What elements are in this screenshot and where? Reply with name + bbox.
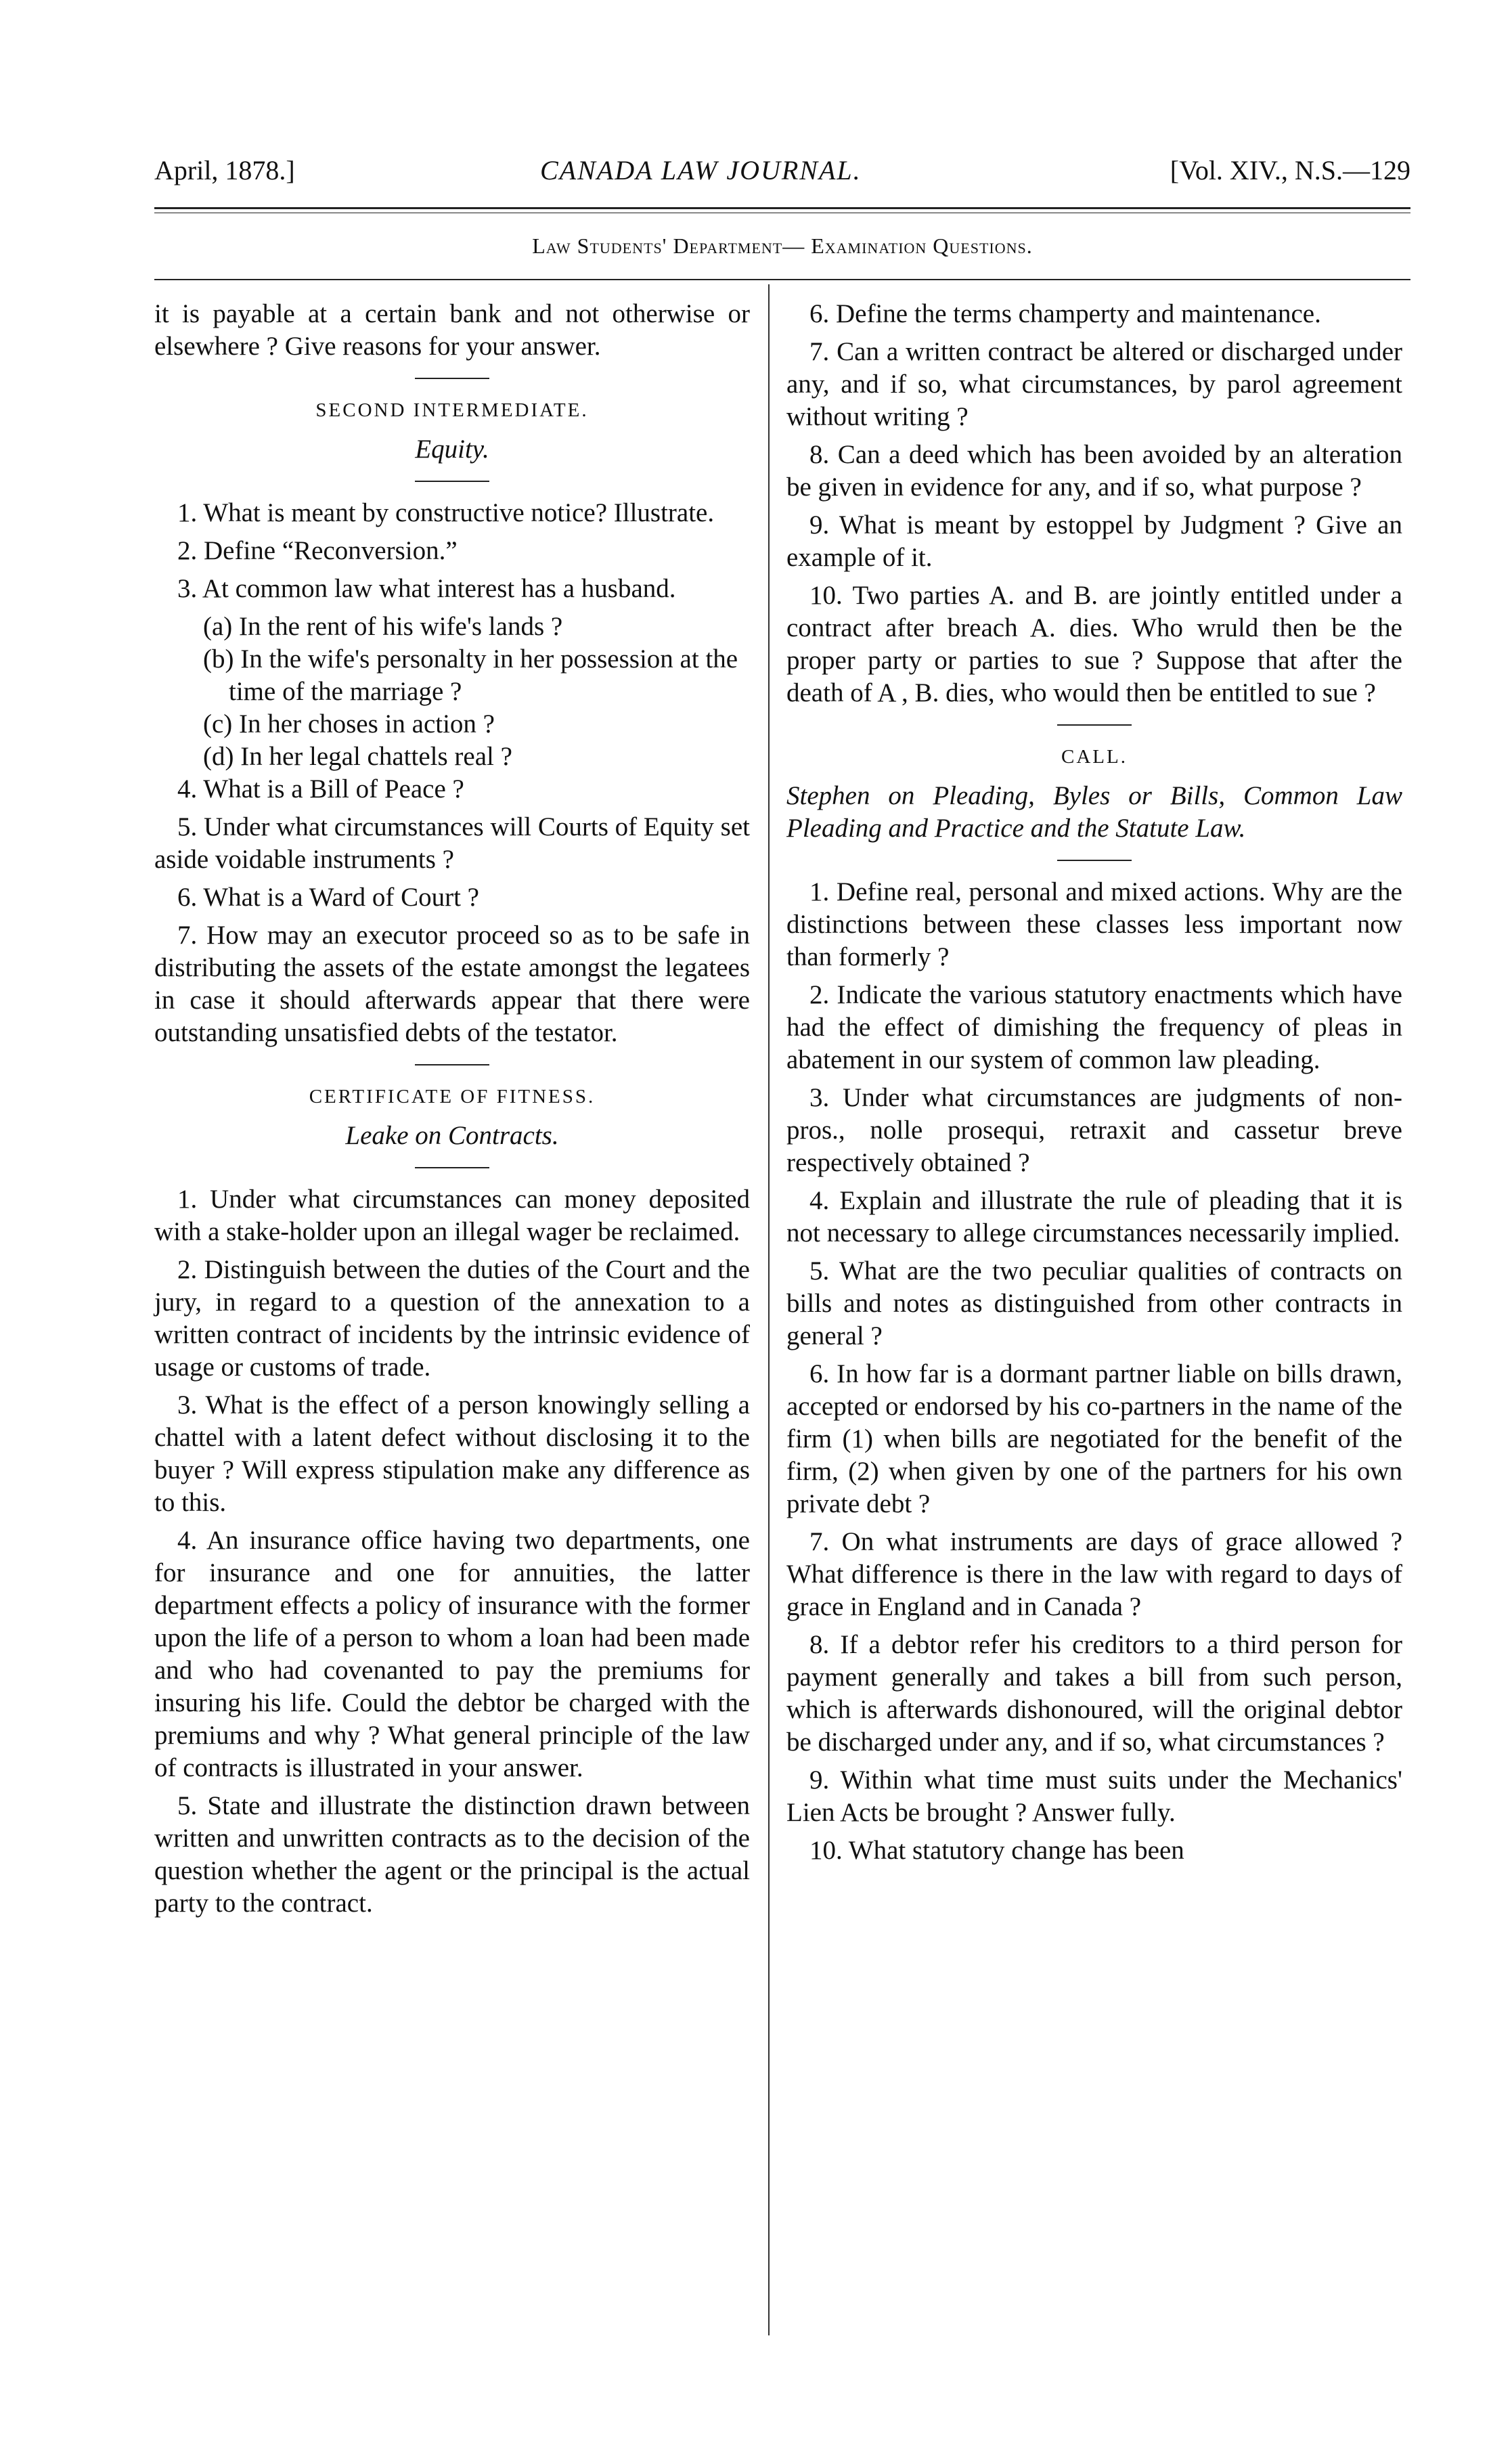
continued-question: it is payable at a certain bank and not otherwise or elsewhere ? Give reasons for your answer. [154, 299, 750, 361]
question: 3. Under what circumstances are judgments of non-pros., nolle prosequi, retraxit and cassetur breve respectively obtained ? [786, 1083, 1402, 1177]
section-heading-second-intermediate: SECOND INTERMEDIATE. [315, 399, 589, 421]
question: 2. Indicate the various statutory enactments which have had the effect of dimishing the frequency of pleas in abatement in our system of common law pleading. [786, 980, 1402, 1074]
question: 6. What is a Ward of Court ? [177, 883, 479, 912]
sub-question: (b) In the wife's personalty in her possession at the time of the marriage ? [203, 644, 738, 706]
question: 10. Two parties A. and B. are jointly entitled under a contract after breach A. dies. Who wruld then be the proper party or parties to sue ? Suppose that after the death of A , B. dies, who would then be entitled to sue ? [786, 581, 1402, 707]
question: 1. Define real, personal and mixed actions. Why are the distinctions between these classes less important now than formerly ? [786, 877, 1402, 971]
question: 7. On what instruments are days of grace allowed ? What difference is there in the law with regard to days of grace in England and in Canada ? [786, 1527, 1402, 1621]
question: 7. How may an executor proceed so as to be safe in distributing the assets of the estate amongst the legatees in case it should afterwards appear that there were outstanding unsatisfied debts of the testator. [154, 921, 750, 1047]
question: 5. State and illustrate the distinction drawn between written and unwritten contracts as to the decision of the question whether the agent or the principal is the actual party to the contract. [154, 1791, 750, 1918]
left-column [154, 298, 750, 1925]
question: 6. In how far is a dormant partner liable on bills drawn, accepted or endorsed by his co-partners in the name of the firm (1) when bills are negotiated for the benefit of the firm, (2) when given by one of the partners for his own private debt ? [786, 1359, 1402, 1518]
question: 1. Under what circumstances can money deposited with a stake-holder upon an illegal wager be reclaimed. [154, 1185, 750, 1246]
subheader-rule [154, 279, 1410, 280]
header-date: April, 1878.] [154, 155, 295, 185]
question: 10. What statutory change has been [809, 1836, 1184, 1865]
right-column [786, 298, 1402, 1872]
sub-question: (c) In her choses in action ? [203, 709, 495, 739]
column-divider [768, 284, 770, 2335]
header-journal-title: CANADA LAW JOURNAL. [540, 155, 862, 185]
question: 4. What is a Bill of Peace ? [177, 774, 464, 804]
question: 7. Can a written contract be altered or discharged under any, and if so, what circumstances, by parol agreement without writing ? [786, 337, 1402, 431]
subject-leake-on-contracts: Leake on Contracts. [345, 1121, 559, 1150]
question: 1. What is meant by constructive notice? Illustrate. [177, 498, 715, 527]
question: 5. What are the two peculiar qualities of contracts on bills and notes as distinguished from other contracts in general ? [786, 1256, 1402, 1350]
question: 2. Distinguish between the duties of the Court and the jury, in regard to a question of the annexation to a written contract of incidents by the intrinsic evidence of usage or customs of trade. [154, 1255, 750, 1382]
question: 4. An insurance office having two departments, one for insurance and one for annuities, the latter department effects a policy of insurance with the former upon the life of a person to whom a loan had been made and who had covenanted to pay the premiums for insuring his life. Could the debtor be charged with the premiums and why ? What general principle of the law of contracts is illustrated in your answer. [154, 1526, 750, 1782]
question: 5. Under what circumstances will Courts of Equity set aside voidable instruments ? [154, 812, 750, 874]
subject-dash [415, 1167, 489, 1168]
question: 8. Can a deed which has been avoided by an alteration be given in evidence for any, and if so, what purpose ? [786, 440, 1402, 502]
question: 3. At common law what interest has a husband. [177, 574, 676, 603]
section-dash [415, 1064, 489, 1065]
question: 3. What is the effect of a person knowingly selling a chattel with a latent defect without disclosing it to the buyer ? Will express stipulation make any difference as to this. [154, 1390, 750, 1517]
question: 9. What is meant by estoppel by Judgment ? Give an example of it. [786, 510, 1402, 572]
section-dash [415, 378, 489, 379]
section-heading-call: CALL. [1061, 746, 1128, 768]
question: 2. Define “Reconversion.” [177, 536, 458, 565]
header-rule-thick [154, 207, 1410, 209]
question: 9. Within what time must suits under the Mechanics' Lien Acts be brought ? Answer fully. [786, 1765, 1402, 1827]
question: 8. If a debtor refer his creditors to a third person for payment generally and takes a bill from such person, which is afterwards dishonoured, will the original debtor be discharged under any, and if so, what circumstances ? [786, 1630, 1402, 1757]
question: 6. Define the terms champerty and maintenance. [809, 299, 1321, 328]
header-volume-page: [Vol. XIV., N.S.—129 [1170, 155, 1410, 185]
section-heading-certificate-of-fitness: CERTIFICATE OF FITNESS. [309, 1086, 596, 1107]
subject-call-texts: Stephen on Pleading, Byles or Bills, Common Law Pleading and Practice and the Statute Law. [786, 781, 1402, 843]
sub-question: (d) In her legal chattels real ? [203, 742, 512, 771]
department-subheader: Law Students' Department— Examination Questions. [532, 234, 1033, 258]
sub-question: (a) In the rent of his wife's lands ? [203, 612, 563, 641]
subject-dash [1057, 860, 1132, 861]
question: 4. Explain and illustrate the rule of pleading that it is not necessary to allege circumstances necessarily implied. [786, 1186, 1402, 1248]
subject-dash [415, 481, 489, 482]
section-dash [1057, 724, 1132, 726]
running-header [154, 154, 1410, 202]
subject-equity: Equity. [415, 435, 489, 464]
